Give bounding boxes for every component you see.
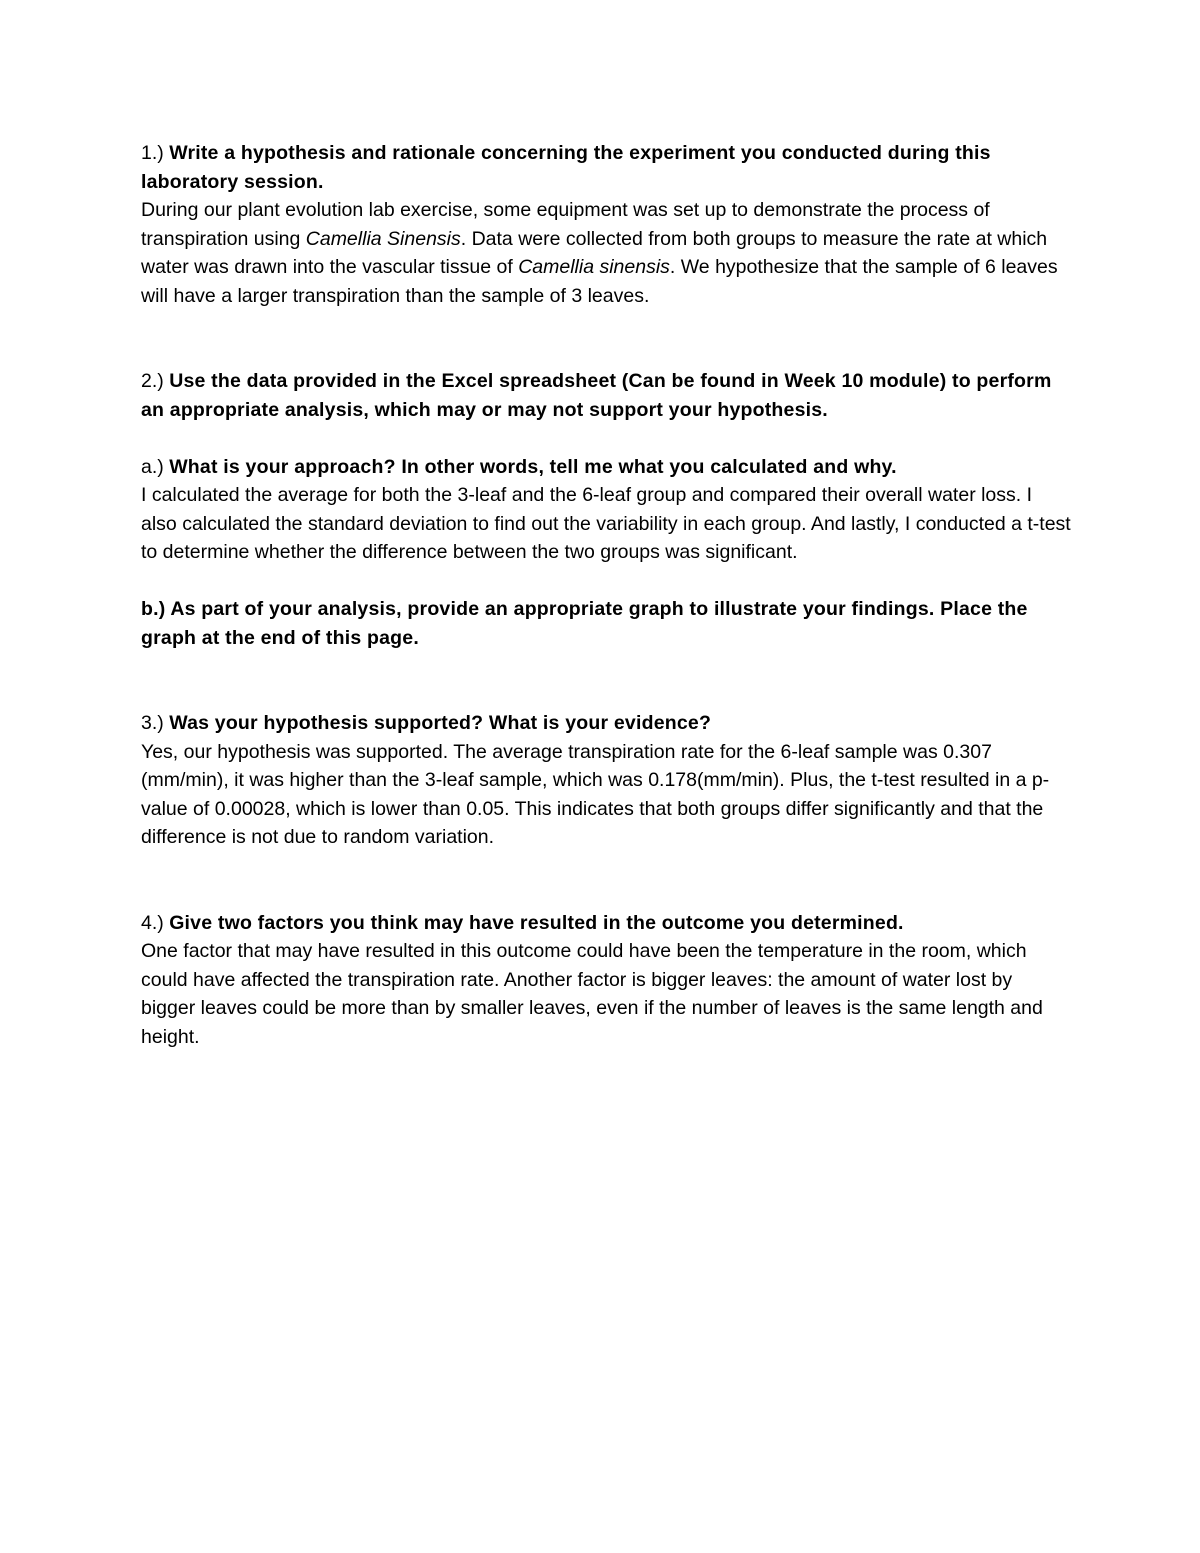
- answer-2a: I calculated the average for both the 3-leaf and the 6-leaf group and compared their overall water loss. I also calculated the standard deviation to find out the variability in each group. And lastly, I conducted a t-test to determine whether the difference between the two groups was significant.: [141, 484, 1071, 563]
- question-1-number: 1.): [141, 142, 164, 164]
- question-4-number: 4.): [141, 911, 164, 934]
- question-2b-section: [141, 595, 1071, 652]
- question-2-section: [141, 367, 1071, 424]
- answer-1-species2: Camellia sinensis: [518, 256, 670, 278]
- spacer: [141, 852, 1071, 909]
- question-2a-number: a.): [141, 455, 164, 478]
- question-2b: [141, 595, 1071, 652]
- question-2a: [141, 453, 1071, 482]
- question-3-section: [141, 709, 1071, 852]
- spacer: [141, 310, 1071, 367]
- question-2-number: 2.): [141, 370, 164, 392]
- question-4: [141, 909, 1071, 938]
- answer-1-part1: During our plant evolution lab exercise, some equipment was set up to demonstrate the process of transpiration using: [141, 199, 990, 250]
- spacer: [141, 652, 1071, 709]
- spacer: [141, 567, 1071, 596]
- answer-1-species1: Camellia Sinensis: [305, 227, 461, 250]
- question-2a-text: What is your approach? In other words, tell me what you calculated and why.: [169, 455, 897, 478]
- answer-1-part2: . Data were collected from both groups to measure the rate at which water was drawn into the vascular tissue of: [141, 227, 1048, 278]
- answer-3: Yes, our hypothesis was supported. The average transpiration rate for the 6-leaf sample was 0.307 (mm/min), it was higher than the 3-leaf sample, which was 0.178(mm/min). Plus, the t-test resulted in a p-value of 0.00028, which is lower than 0.05. This indicates that both groups differ significantly and that the difference is not due to random variation.: [141, 740, 1050, 848]
- question-2b-text: b.) As part of your analysis, provide an appropriate graph to illustrate your findings. Place the graph at the end of this page.: [141, 598, 1028, 649]
- question-4-text: Give two factors you think may have resulted in the outcome you determined.: [169, 911, 904, 934]
- question-1-text: Write a hypothesis and rationale concerning the experiment you conducted during this laboratory session.: [141, 142, 991, 193]
- question-2: [141, 367, 1071, 424]
- answer-1: [141, 196, 1071, 310]
- question-2-text: Use the data provided in the Excel spreadsheet (Can be found in Week 10 module) to perform an appropriate analysis, which may or may not support your hypothesis.: [141, 370, 1052, 421]
- document-page: [141, 139, 1071, 1051]
- question-3-number: 3.): [141, 712, 164, 734]
- answer-1-part3: . We hypothesize that the sample of 6 leaves will have a larger transpiration than the sample of 3 leaves.: [141, 256, 1058, 307]
- question-1-section: [141, 139, 1071, 310]
- spacer: [141, 424, 1071, 453]
- question-2a-section: [141, 453, 1071, 567]
- question-3: [141, 709, 1071, 738]
- question-4-section: [141, 909, 1071, 1052]
- answer-4: One factor that may have resulted in this outcome could have been the temperature in the room, which could have affected the transpiration rate. Another factor is bigger leaves: the amount of water lost by bigger leaves could be more than by smaller leaves, even if the number of leaves is the same length and height.: [141, 940, 1043, 1048]
- question-3-text: Was your hypothesis supported? What is your evidence?: [169, 712, 712, 734]
- question-1: [141, 139, 1071, 196]
